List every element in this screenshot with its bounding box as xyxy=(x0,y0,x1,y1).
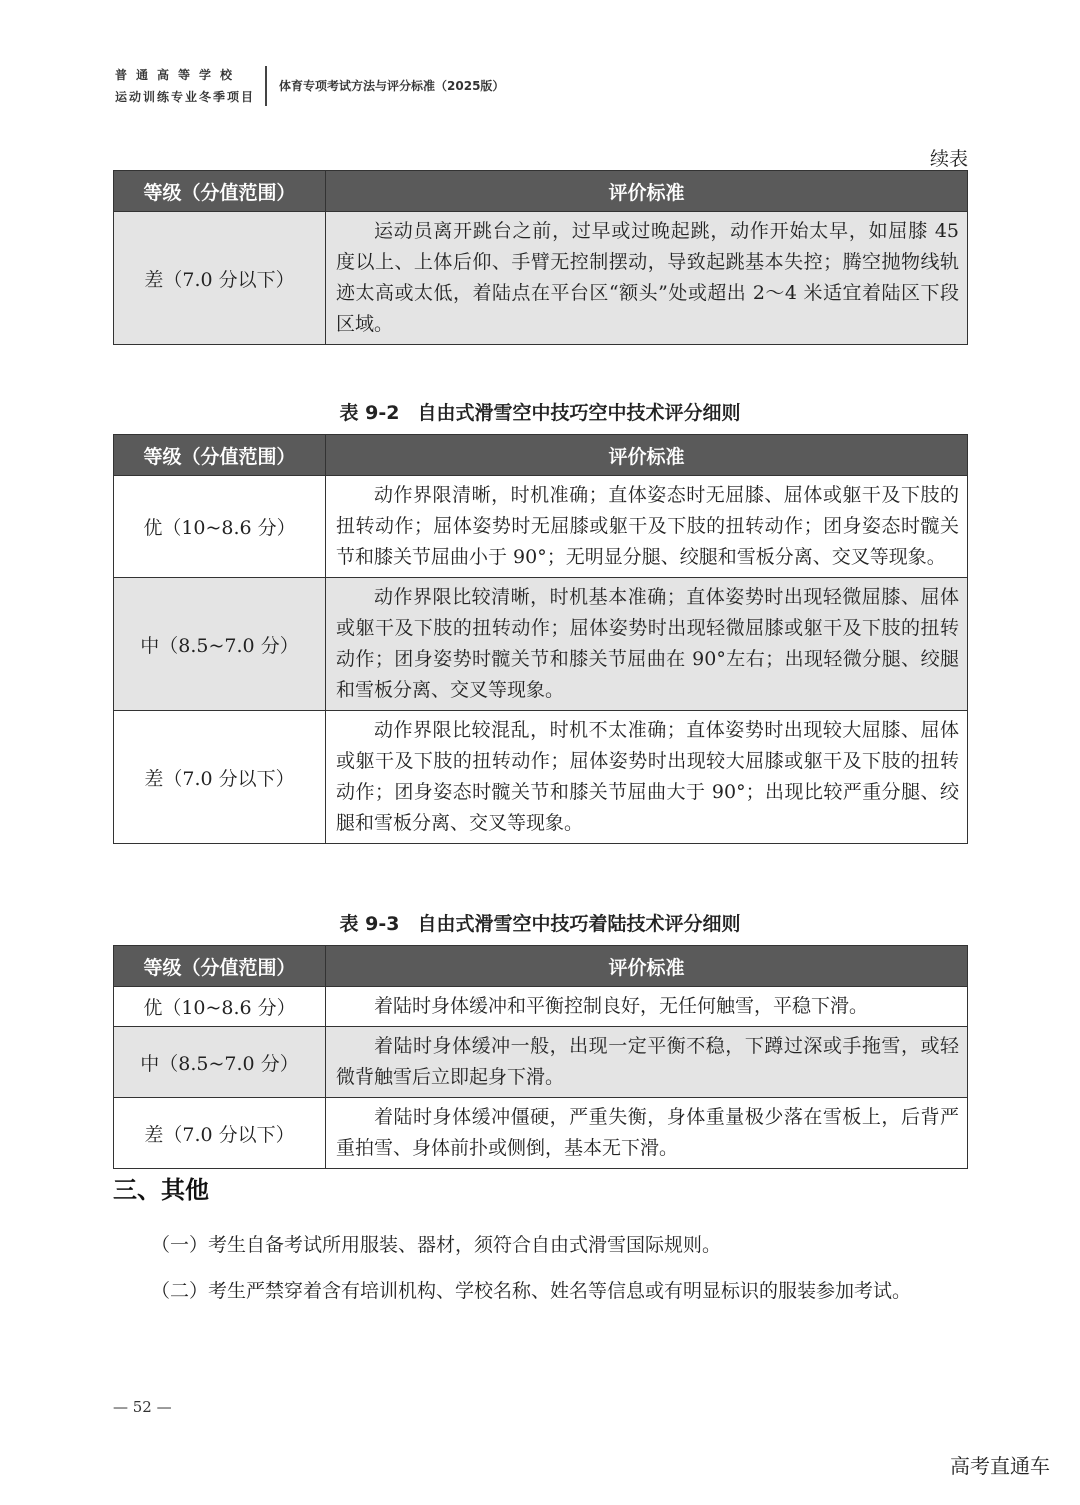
grade-cell: 中（8.5~7.0 分） xyxy=(114,578,326,711)
table-header-row xyxy=(114,946,968,987)
header-grade: 等级（分值范围） xyxy=(114,946,326,987)
table-header-row xyxy=(114,171,968,212)
paragraph: （二）考生严禁穿着含有培训机构、学校名称、姓名等信息或有明显标识的服装参加考试。 xyxy=(151,1280,912,1302)
criteria-cell: 着陆时身体缓冲僵硬，严重失衡，身体重量极少落在雪板上，后背严重拍雪、身体前扑或侧倒，基本无下滑。 xyxy=(326,1098,968,1169)
header-right: 体育专项考试方法与评分标准（2025版） xyxy=(279,79,505,93)
table-row xyxy=(114,1098,968,1169)
header-grade: 等级（分值范围） xyxy=(114,435,326,476)
grade-cell: 优（10~8.6 分） xyxy=(114,476,326,578)
header-left-line2: 运动训练专业冬季项目 xyxy=(115,90,256,104)
section-heading: 三、其他 xyxy=(113,1176,209,1204)
table-continued xyxy=(113,170,968,345)
criteria-cell: 动作界限清晰，时机准确；直体姿态时无屈膝、屈体或躯干及下肢的扭转动作；屈体姿势时无屈膝或躯干及下肢的扭转动作；团身姿态时髋关节和膝关节屈曲小于 90°；无明显分腿、绞腿和雪板分离、交叉等现象。 xyxy=(326,476,968,578)
continued-label: 续表 xyxy=(929,148,968,170)
table-9-2 xyxy=(113,434,968,844)
running-header xyxy=(115,64,504,108)
grade-cell: 差（7.0 分以下） xyxy=(114,711,326,844)
grade-cell: 差（7.0 分以下） xyxy=(114,1098,326,1169)
header-criteria: 评价标准 xyxy=(326,946,968,987)
table-row xyxy=(114,476,968,578)
grade-cell: 优（10~8.6 分） xyxy=(114,987,326,1027)
table-row xyxy=(114,1027,968,1098)
table-9-3-caption xyxy=(0,909,1080,936)
criteria-cell: 着陆时身体缓冲和平衡控制良好，无任何触雪，平稳下滑。 xyxy=(326,987,968,1027)
caption-number: 表 9-2 xyxy=(339,402,400,424)
header-grade: 等级（分值范围） xyxy=(114,171,326,212)
table-9-3 xyxy=(113,945,968,1169)
criteria-cell: 动作界限比较混乱，时机不太准确；直体姿势时出现较大屈膝、屈体或躯干及下肢的扭转动作；屈体姿势时出现较大屈膝或躯干及下肢的扭转动作；团身姿态时髋关节和膝关节屈曲大于 90°；出现比较严重分腿、绞腿和雪板分离、交叉等现象。 xyxy=(326,711,968,844)
criteria-cell: 运动员离开跳台之前，过早或过晚起跳，动作开始太早，如屈膝 45 度以上、上体后仰、手臂无控制摆动，导致起跳基本失控；腾空抛物线轨迹太高或太低，着陆点在平台区“额头”处或超出 2～4 米适宜着陆区下段区域。 xyxy=(326,212,968,345)
header-left-line1: 普通高等学校 xyxy=(115,68,242,82)
criteria-cell: 动作界限比较清晰，时机基本准确；直体姿势时出现轻微屈膝、屈体或躯干及下肢的扭转动作；屈体姿势时出现轻微屈膝或躯干及下肢的扭转动作；团身姿势时髋关节和膝关节屈曲在 90°左右；出现轻微分腿、绞腿和雪板分离、交叉等现象。 xyxy=(326,578,968,711)
table-9-2-caption xyxy=(0,398,1080,425)
caption-number: 表 9-3 xyxy=(339,913,400,935)
header-left xyxy=(115,64,265,108)
header-criteria: 评价标准 xyxy=(326,171,968,212)
page-number: — 52 — xyxy=(113,1398,172,1416)
caption-title: 自由式滑雪空中技巧空中技术评分细则 xyxy=(417,402,741,424)
table-row xyxy=(114,212,968,345)
table-row xyxy=(114,987,968,1027)
table-row xyxy=(114,578,968,711)
watermark: 高考直通车 xyxy=(950,1454,1050,1478)
header-criteria: 评价标准 xyxy=(326,435,968,476)
paragraph: （一）考生自备考试所用服装、器材，须符合自由式滑雪国际规则。 xyxy=(151,1234,722,1256)
caption-title: 自由式滑雪空中技巧着陆技术评分细则 xyxy=(417,913,741,935)
table-row xyxy=(114,711,968,844)
criteria-cell: 着陆时身体缓冲一般，出现一定平衡不稳，下蹲过深或手拖雪，或轻微背触雪后立即起身下滑。 xyxy=(326,1027,968,1098)
grade-cell: 中（8.5~7.0 分） xyxy=(114,1027,326,1098)
table-header-row xyxy=(114,435,968,476)
grade-cell: 差（7.0 分以下） xyxy=(114,212,326,345)
